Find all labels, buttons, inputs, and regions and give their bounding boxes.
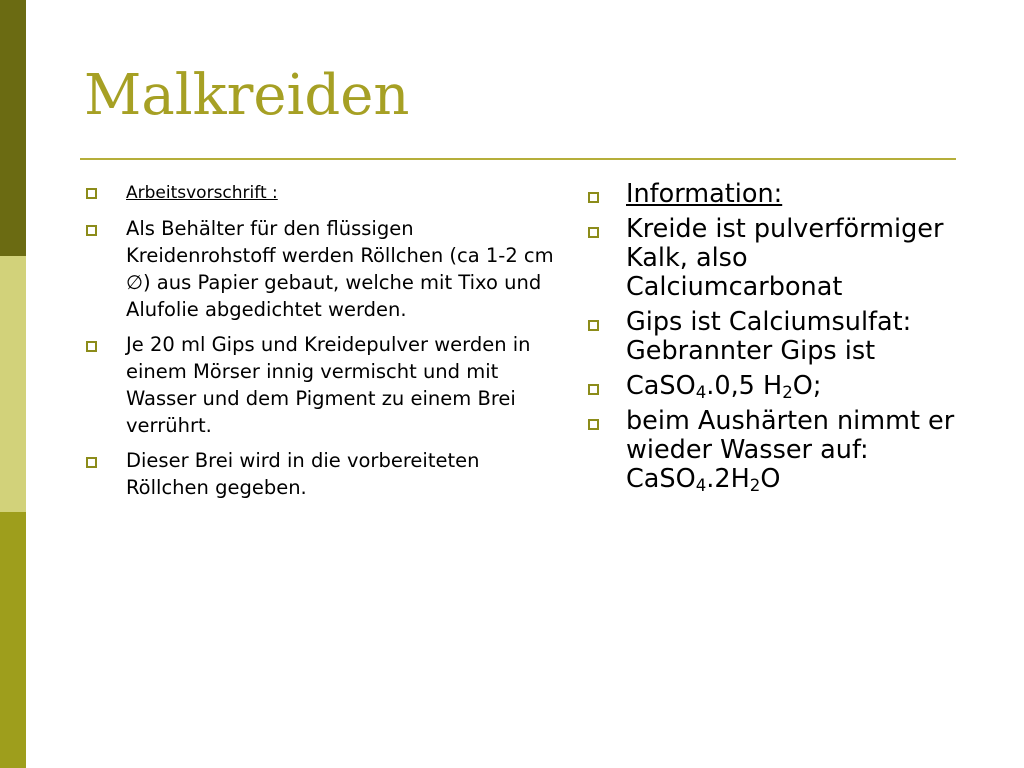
list-item-text: beim Aushärten nimmt er wieder Wasser auf: (626, 406, 955, 465)
formula-part: CaSO (626, 371, 696, 401)
title-divider (80, 158, 956, 160)
list-item-text: Als Behälter für den flüssigen Kreidenrohstoff werden Röllchen (ca 1-2 cm ∅) aus Papier gebaut, welche mit Tixo und Alufolie abgedichtet werden. (126, 217, 554, 321)
hollow-square-bullet-icon (588, 227, 599, 238)
hollow-square-bullet-icon (588, 419, 599, 430)
formula-part: CaSO (626, 464, 696, 494)
list-item (86, 447, 566, 501)
left-bullet-list (86, 178, 566, 501)
sidebar-segment-dark (0, 0, 26, 256)
sidebar-segment-light (0, 256, 26, 512)
left-column (86, 178, 566, 509)
list-item (86, 331, 566, 439)
list-item (86, 215, 566, 323)
formula-subscript: 4 (695, 476, 707, 496)
formula-part: O; (792, 371, 822, 401)
list-item (588, 215, 968, 302)
list-item (588, 407, 968, 494)
formula-subscript: 4 (695, 383, 707, 403)
right-heading: Information: (626, 179, 783, 209)
hollow-square-bullet-icon (588, 320, 599, 331)
list-item (86, 178, 566, 207)
list-item (588, 372, 968, 401)
chemical-formula (626, 371, 821, 401)
sidebar-decoration (0, 0, 26, 768)
hollow-square-bullet-icon (86, 188, 97, 199)
left-heading: Arbeitsvorschrift : (126, 183, 278, 203)
formula-part: O (760, 464, 781, 494)
right-column (588, 180, 968, 500)
formula-part: .0,5 H (706, 371, 783, 401)
hollow-square-bullet-icon (588, 192, 599, 203)
list-item-text: Dieser Brei wird in die vorbereiteten Röllchen gegeben. (126, 449, 480, 499)
formula-subscript: 2 (782, 383, 793, 403)
formula-part: .2H (706, 464, 750, 494)
slide-title: Malkreiden (84, 63, 410, 128)
hollow-square-bullet-icon (86, 341, 97, 352)
list-item-text: Je 20 ml Gips und Kreidepulver werden in einem Mörser innig vermischt und mit Wasser und dem Pigment zu einem Brei verrührt. (126, 333, 531, 437)
list-item (588, 308, 968, 366)
right-bullet-list (588, 180, 968, 494)
hollow-square-bullet-icon (588, 384, 599, 395)
formula-subscript: 2 (749, 476, 761, 496)
list-item-text: Gips ist Calciumsulfat: Gebrannter Gips ist (626, 307, 912, 366)
chemical-formula (626, 464, 780, 494)
hollow-square-bullet-icon (86, 457, 97, 468)
list-item-text: Kreide ist pulverförmiger Kalk, also Calciumcarbonat (626, 214, 944, 302)
sidebar-segment-mid (0, 512, 26, 768)
hollow-square-bullet-icon (86, 225, 97, 236)
list-item (588, 180, 968, 209)
